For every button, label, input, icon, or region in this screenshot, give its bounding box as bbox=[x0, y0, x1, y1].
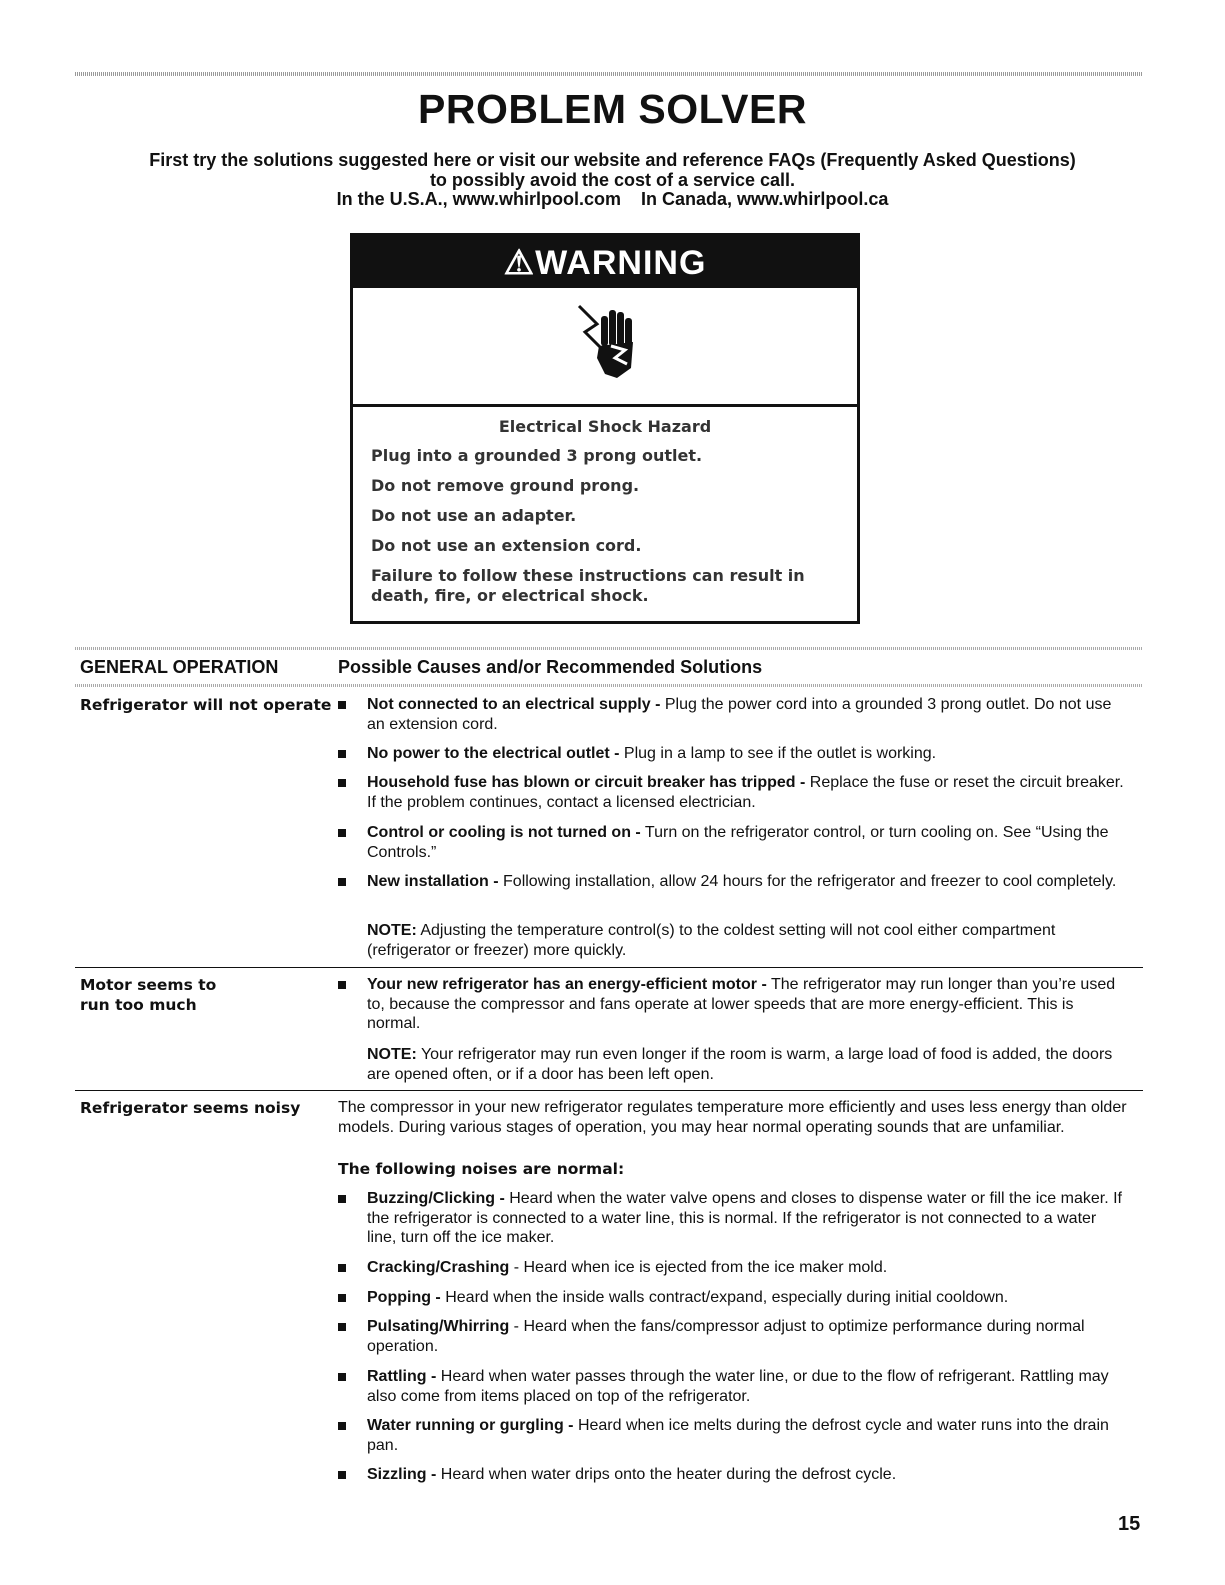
warning-icon-area bbox=[353, 288, 857, 407]
warning-heading: ⚠WARNING bbox=[353, 236, 857, 288]
warning-box bbox=[350, 233, 860, 624]
table-header-top-divider bbox=[75, 647, 1143, 650]
list-item: Buzzing/Clicking - Heard when the water valve opens and closes to dispense water or fill the ice maker. If the refrigerator is connected to a water line, this is normal. If the refrigerator is not connected to a water line, turn off the ice maker. bbox=[338, 1189, 1128, 1248]
bullet bbox=[338, 829, 346, 837]
bullet bbox=[338, 981, 346, 989]
noise-intro: The compressor in your new refrigerator regulates temperature more efficiently and uses less energy than older models. During various stages of operation, you may hear normal operating sounds that are unfamiliar. bbox=[338, 1099, 1127, 1136]
list-item: Cracking/Crashing - Heard when ice is ejected from the ice maker mold. bbox=[338, 1258, 1128, 1278]
section-divider bbox=[75, 1090, 1143, 1091]
hazard-title: Electrical Shock Hazard bbox=[498, 417, 712, 436]
section-divider bbox=[75, 967, 1143, 968]
noise-subheading: The following noises are normal: bbox=[338, 1160, 625, 1178]
list-item: No power to the electrical outlet - Plug in a lamp to see if the outlet is working. bbox=[338, 744, 1128, 764]
list-item: Household fuse has blown or circuit breaker has tripped - Replace the fuse or reset the circuit breaker. If the problem continues, contact a licensed electrician. bbox=[338, 773, 1128, 812]
problem-motor-line-2: run too much bbox=[80, 996, 197, 1014]
list-item: New installation - Following installation, allow 24 hours for the refrigerator and freezer to cool completely. bbox=[338, 872, 1128, 892]
warning-line: Do not remove ground prong. bbox=[371, 476, 640, 495]
bullet bbox=[338, 1294, 346, 1302]
page-number: 15 bbox=[1118, 1513, 1141, 1535]
intro-line-2: to possibly avoid the cost of a service call. bbox=[429, 170, 796, 190]
bullet bbox=[338, 1323, 346, 1331]
list-item: Not connected to an electrical supply - Plug the power cord into a grounded 3 prong outlet. Do not use an extension cord. bbox=[338, 695, 1128, 734]
warning-line: Plug into a grounded 3 prong outlet. bbox=[371, 446, 703, 465]
page-title: PROBLEM SOLVER bbox=[418, 86, 807, 132]
warning-line: Do not use an adapter. bbox=[371, 506, 577, 525]
bullet bbox=[338, 1373, 346, 1381]
bullet bbox=[338, 1195, 346, 1203]
list-item: Control or cooling is not turned on - Turn on the refrigerator control, or turn cooling on. See “Using the Controls.” bbox=[338, 823, 1128, 862]
electrical-shock-hand-icon bbox=[571, 302, 641, 382]
warning-line: Do not use an extension cord. bbox=[371, 536, 642, 555]
list-item: Pulsating/Whirring - Heard when the fans/compressor adjust to optimize performance during normal operation. bbox=[338, 1317, 1128, 1356]
bullet bbox=[338, 1422, 346, 1430]
note: NOTE: Your refrigerator may run even longer if the room is warm, a large load of food is added, the doors are opened often, or if a door has been left open. bbox=[367, 1046, 1113, 1083]
warning-line: Failure to follow these instructions can result in death, fire, or electrical shock. bbox=[371, 566, 805, 605]
problem-motor-line-1: Motor seems to bbox=[80, 976, 217, 994]
list-item: Your new refrigerator has an energy-efficient motor - The refrigerator may run longer than you’re used to, because the compressor and fans operate at lower speeds that are more energy-efficient. This is normal. bbox=[338, 975, 1128, 1034]
list-item: Rattling - Heard when water passes through the water line, or due to the flow of refrigerant. Rattling may also come from items placed on top of the refrigerator. bbox=[338, 1367, 1128, 1406]
list-item: Popping - Heard when the inside walls contract/expand, especially during initial cooldown. bbox=[338, 1288, 1128, 1308]
problem-refrigerator-will-not-operate: Refrigerator will not operate bbox=[80, 696, 332, 714]
note: NOTE: Adjusting the temperature control(s) to the coldest setting will not cool either compartment (refrigerator or freezer) more quickly. bbox=[367, 922, 1056, 959]
problem-refrigerator-seems-noisy: Refrigerator seems noisy bbox=[80, 1099, 301, 1117]
column-header-general-operation: GENERAL OPERATION bbox=[80, 657, 279, 677]
bullet bbox=[338, 1471, 346, 1479]
column-header-solutions: Possible Causes and/or Recommended Solutions bbox=[338, 657, 763, 677]
bullet bbox=[338, 878, 346, 886]
top-divider bbox=[75, 72, 1143, 76]
bullet bbox=[338, 779, 346, 787]
bullet bbox=[338, 1264, 346, 1272]
bullet bbox=[338, 750, 346, 758]
list-item: Water running or gurgling - Heard when ice melts during the defrost cycle and water runs into the drain pan. bbox=[338, 1416, 1128, 1455]
intro-line-1: First try the solutions suggested here or visit our website and reference FAQs (Frequently Asked Questions) bbox=[149, 150, 1076, 170]
bullet bbox=[338, 701, 346, 709]
intro-line-3: In the U.S.A., www.whirlpool.com In Canada, www.whirlpool.ca bbox=[336, 189, 889, 209]
list-item: Sizzling - Heard when water drips onto the heater during the defrost cycle. bbox=[338, 1465, 1128, 1485]
table-header-bottom-divider bbox=[75, 684, 1143, 687]
